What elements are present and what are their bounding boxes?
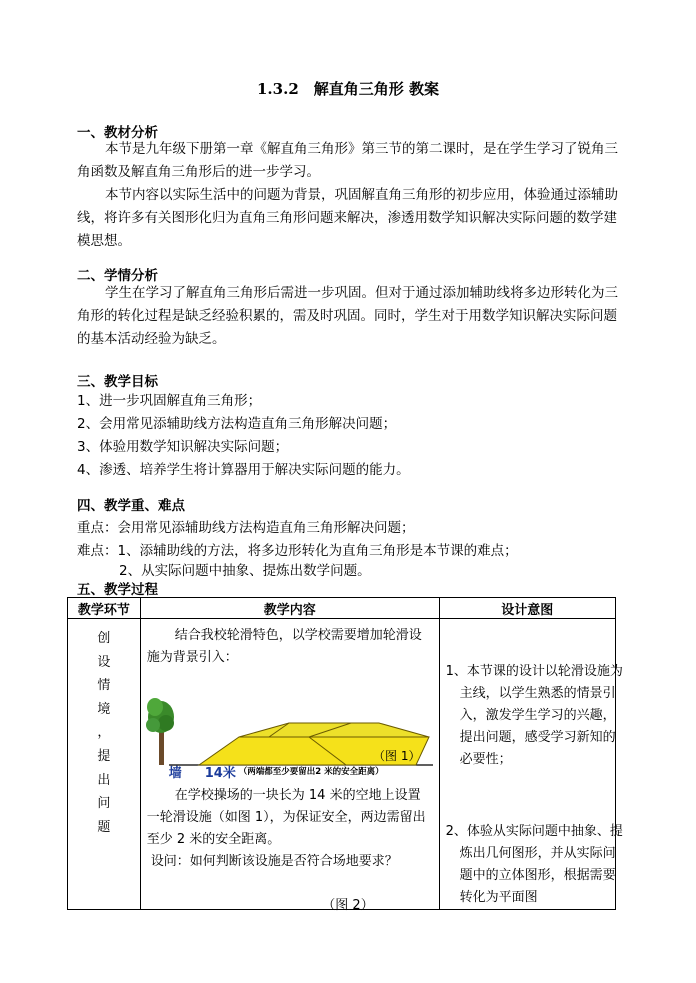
content-description: 在学校操场的一块长为 14 米的空地上设置一轮滑设施（如图 1），为保证安全，两边需留出至少 2 米的安全距离。 xyxy=(146,788,426,847)
process-table xyxy=(67,597,623,910)
content-question: 设问：如何判断该设施是否符合场地要求？ xyxy=(150,854,398,869)
stage-cell xyxy=(68,619,141,910)
section1-paragraph-1: 本节是九年级下册第一章《解直角三角形》第三节的第二课时，是在学生学习了锐角三角函数及解直角三角形后的进一步学习。 xyxy=(77,141,618,180)
section-heading-1: 一、教材分析 xyxy=(77,125,158,141)
tree-icon xyxy=(146,698,174,765)
content-cell xyxy=(140,619,439,910)
objective-item: 2、会用常见添辅助线方法构造直角三角形解决问题； xyxy=(77,416,397,432)
intent-1: 1、本节课的设计以轮滑设施为主线，以学生熟悉的情景引入，激发学生学习的兴趣，提出问题，感受学习新知的必要性； xyxy=(445,664,623,767)
stage-char: ， xyxy=(97,725,111,741)
table-row xyxy=(68,619,616,910)
section-heading-4: 四、教学重、难点 xyxy=(77,498,185,514)
table-header: 设计意图 xyxy=(439,598,615,619)
stage-char: 境 xyxy=(97,701,111,717)
objective-item: 4、渗透、培养学生将计算器用于解决实际问题的能力。 xyxy=(77,462,410,478)
length-label: 14米 xyxy=(204,766,236,781)
page-title: 1.3.2 解直角三角形 教案 xyxy=(257,80,439,98)
stage-char: 题 xyxy=(97,819,111,835)
section-heading-5: 五、教学过程 xyxy=(77,582,158,598)
wall-label: 墙 xyxy=(168,766,182,781)
objective-item: 1、进一步巩固解直角三角形； xyxy=(77,393,262,409)
stage-char: 出 xyxy=(97,772,111,788)
difficulty-1: 难点：1、添辅助线的方法，将多边形转化为直角三角形是本节课的难点； xyxy=(77,543,518,559)
content-intro: 结合我校轮滑特色，以学校需要增加轮滑设施为背景引入： xyxy=(146,628,422,665)
stage-char: 提 xyxy=(97,748,111,764)
figure-2-label: （图 2） xyxy=(322,898,374,913)
section1-paragraph-2: 本节内容以实际生活中的问题为背景，巩固解直角三角形的初步应用，体验通过添辅助线，将许多有关图形化归为直角三角形问题来解决，渗透用数学知识解决实际问题的数学建模思想。 xyxy=(77,187,618,249)
difficulty-2: 2、从实际问题中抽象、提炼出数学问题。 xyxy=(119,563,371,579)
stage-char: 创 xyxy=(97,631,111,646)
length-note: （两端都至少要留出2 米的安全距离） xyxy=(238,767,384,777)
section-heading-2: 二、学情分析 xyxy=(77,268,158,284)
objective-item: 3、体验用数学知识解决实际问题； xyxy=(77,439,289,455)
stage-char: 情 xyxy=(97,678,111,694)
section2-paragraph-1: 学生在学习了解直角三角形后需进一步巩固。但对于通过添加辅助线将多边形转化为三角形的转化过程是缺乏经验积累的，需及时巩固。同时，学生对于用数学知识解决实际问题的基本活动经验为缺乏。 xyxy=(77,285,618,347)
intent-2: 2、体验从实际问题中抽象、提炼出几何图形，并从实际问题中的立体图形，根据需要转化为平面图 xyxy=(445,824,623,905)
table-header-row xyxy=(68,598,616,619)
table-header: 教学内容 xyxy=(140,598,439,619)
figure-1-label: （图 1） xyxy=(372,749,421,763)
key-point: 重点：会用常见添辅助线方法构造直角三角形解决问题； xyxy=(77,520,415,536)
intent-cell xyxy=(439,619,623,910)
figure-1 xyxy=(141,677,440,777)
table-header: 教学环节 xyxy=(68,598,141,619)
stage-char: 问 xyxy=(97,796,111,812)
stage-char: 设 xyxy=(97,654,111,670)
section-heading-3: 三、教学目标 xyxy=(77,374,158,390)
